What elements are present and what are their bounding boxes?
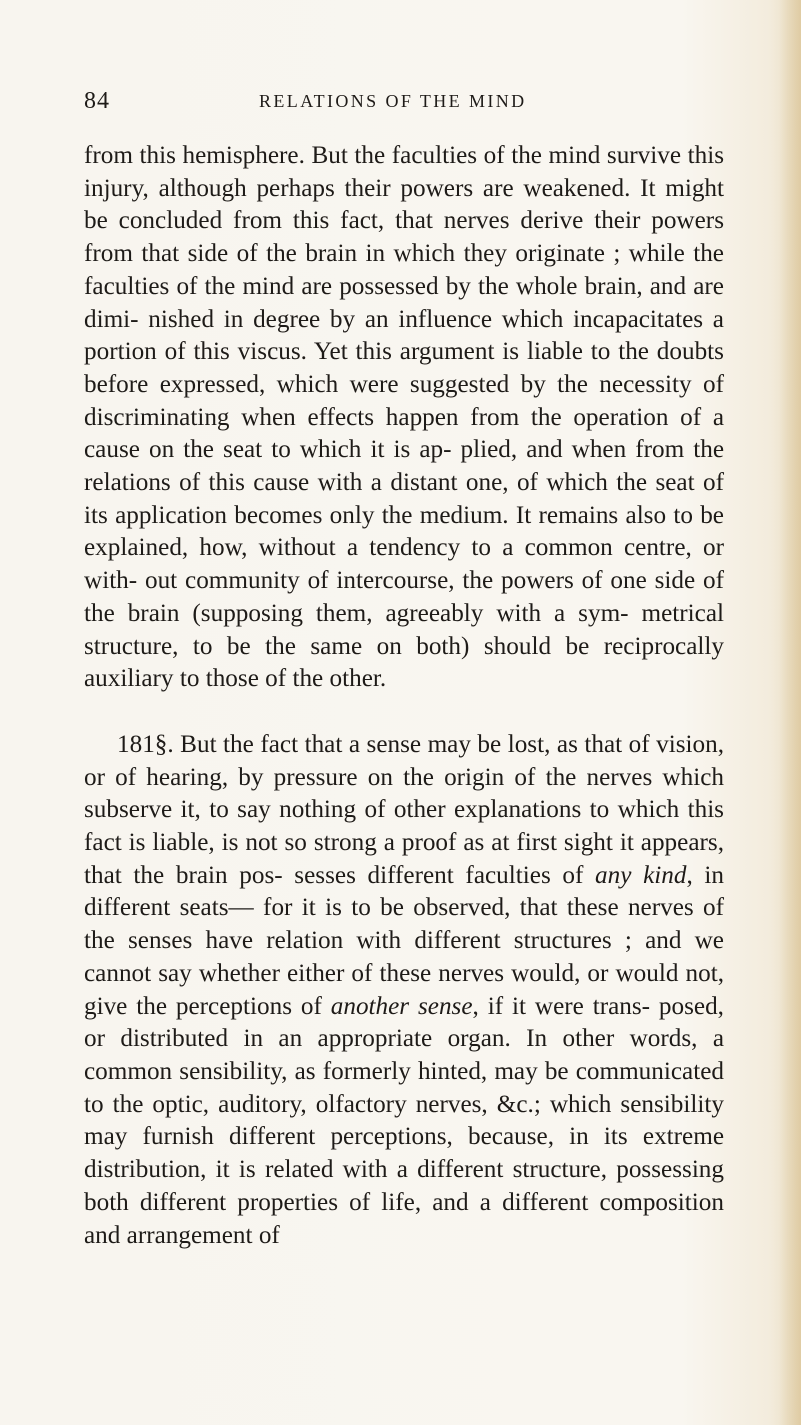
body-text [84, 140, 724, 1252]
paragraph-2-part-2: , in different seats— for it is to be observed, that these nerves of the senses have relation with different structures ; and we cannot say whether either of these nerves would, or would not, give the perceptions of [84, 861, 724, 1020]
page-number: 84 [84, 88, 110, 114]
paragraph-2-part-3: , if it were trans- posed, or distributed in an appropriate organ. In other words, a common sensibility, as formerly hinted, may be communicated to the optic, auditory, olfactory nerves, &c.; which sensibility may furnish different perceptions, because, in its extreme distribution, it is related with a different structure, possessing both different properties of life, and a different composition and arrangement of [84, 992, 724, 1249]
paragraph-1: from this hemisphere. But the faculties of the mind survive this injury, although perhaps their powers are weakened. It might be concluded from this fact, that nerves derive their powers from that side of the brain in which they originate ; while the faculties of the mind are possessed by the whole brain, and are dimi- nished in degree by an influence which incapacitates a portion of this viscus. Yet this argument is liable to the doubts before expressed, which were suggested by the necessity of discriminating when effects happen from the operation of a cause on the seat to which it is ap- plied, and when from the relations of this cause with a distant one, of which the seat of its application becomes only the medium. It remains also to be explained, how, without a tendency to a common centre, or with- out community of intercourse, the powers of one side of the brain (supposing them, agreeably with a sym- metrical structure, to be the same on both) should be reciprocally auxiliary to those of the other. [84, 142, 724, 693]
paragraph-2 [84, 729, 724, 1252]
italic-any-kind: any kind [595, 861, 687, 889]
page-header [84, 88, 724, 118]
running-head: RELATIONS OF THE MIND [259, 91, 527, 111]
italic-another-sense: another sense [330, 992, 473, 1020]
paragraph-2-part-1: 181§. But the fact that a sense may be lost, as that of vision, or of hearing, by pressure on the origin of the nerves which subserve it, to say nothing of other explanations to which this fact is liable, is not so strong a proof as at first sight it appears, that the brain pos- sesses different faculties of [84, 730, 724, 889]
page-edge-shadow [779, 0, 801, 1425]
